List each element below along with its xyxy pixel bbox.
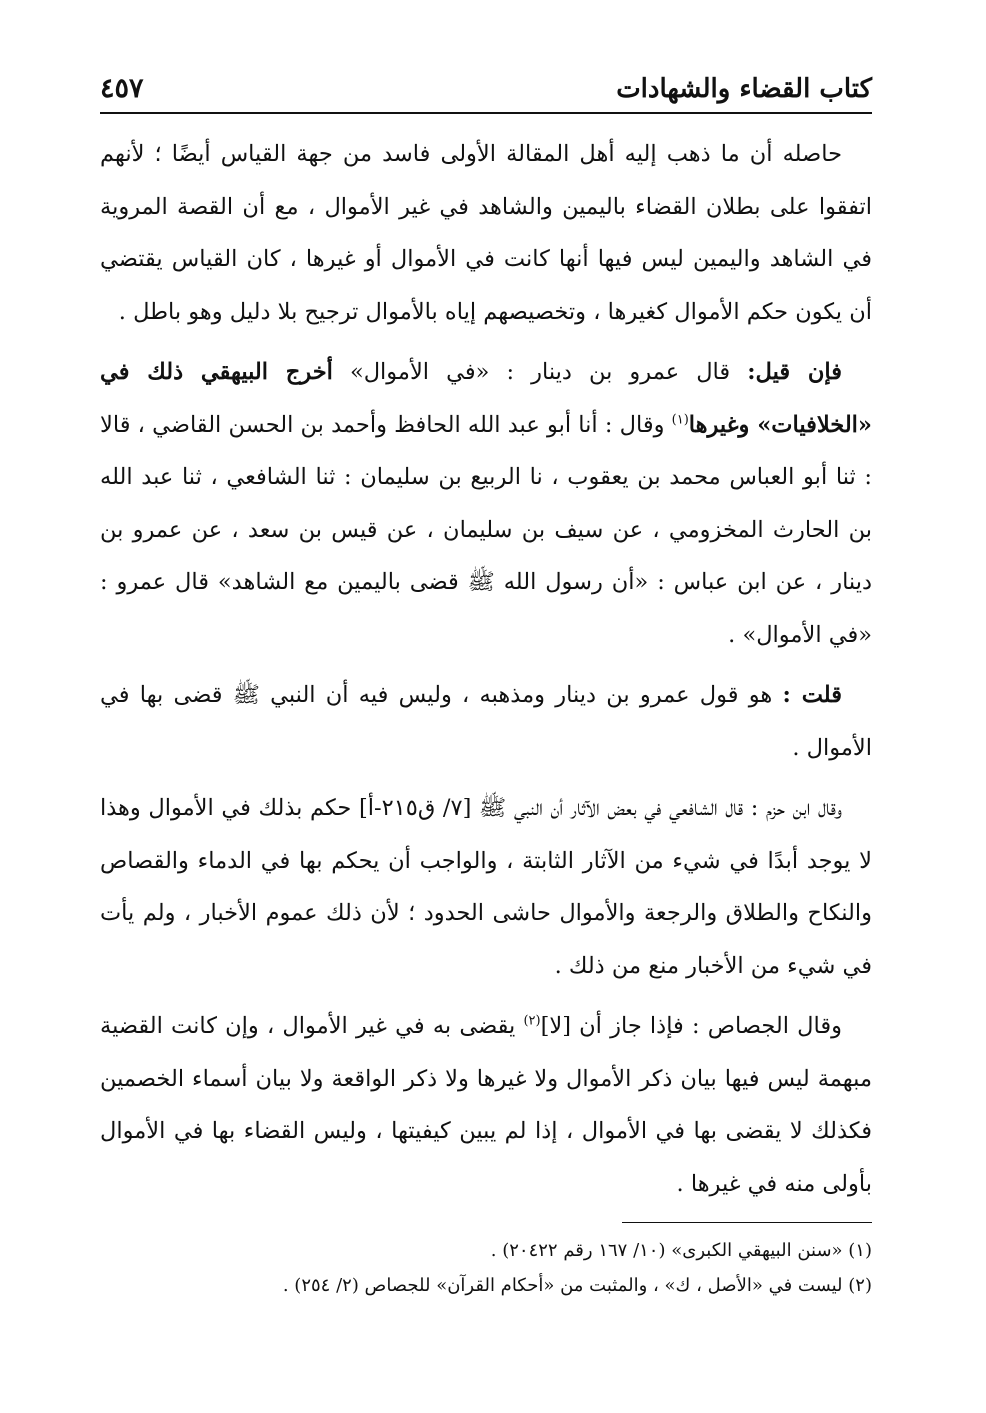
question-lead: فإن قيل: [747, 359, 842, 385]
page-number: ٤٥٧ [100, 73, 144, 104]
footnote-divider [622, 1222, 872, 1223]
paragraph: وقال ابن حزم : قال الشافعي في بعض الآثار أن النبي ﷺ [٧/ ق٢١٥-أ] حكم بذلك في الأموال وهذا لا يوجد أبدًا في شيء من الآثار الثابتة ، والواجب أن يحكم بها في الدماء والقصاص والنكاح والطلاق والرجعة والأموال حاشى الحدود ؛ لأن ذلك عموم الأخبار ، ولم يأت في شيء من الأخبار منع من ذلك . [100, 795, 872, 979]
paragraph-text: يقضى به في غير الأموال ، وإن كانت القضية مبهمة ليس فيها بيان ذكر الأموال ولا غيرها ولا ذكر الواقعة ولا بيان أسماء الخصمين فكذلك لا يقضى بها في الأموال ، إذا لم يبين كيفيتها ، وليس القضاء بها في الأموال بأولى منه في غيرها . [100, 1013, 872, 1197]
source-citation: أخرج البيهقي ذلك في «الخلافيات» وغيرها [100, 359, 872, 438]
paragraph: حاصله أن ما ذهب إليه أهل المقالة الأولى فاسد من جهة القياس أيضًا ؛ لأنهم اتفقوا على بطلان القضاء باليمين والشاهد في غير الأموال ، مع أن القصة المروية في الشاهد واليمين ليس فيها أنها كانت في الأموال أو غيرها ، كان القياس يقتضي أن يكون حكم الأموال كغيرها ، وتخصيصهم إياه بالأموال ترجيح بلا دليل وهو باطل . [100, 141, 872, 325]
paragraph-text: وقال : أنا أبو عبد الله الحافظ وأحمد بن الحسن القاضي ، قالا : ثنا أبو العباس محمد بن يعقوب ، نا الربيع بن سليمان : ثنا الشافعي ، ثنا عبد الله بن الحارث المخزومي ، عن سيف بن سليمان ، عن قيس بن سعد ، عن عمرو بن دينار ، عن ابن عباس : «أن رسول الله ﷺ قضى باليمين مع الشاهد» قال عمرو : «في الأموال» . [100, 411, 872, 648]
paragraph-text: قال عمرو بن دينار : «في الأموال» [332, 359, 748, 385]
paragraph-text: هو قول عمرو بن دينار ومذهبه ، وليس فيه أن النبي ﷺ قضى بها في الأموال . [100, 682, 872, 761]
paragraph [100, 669, 872, 774]
page-header [100, 62, 872, 114]
main-text [100, 128, 872, 1210]
paragraph-text: وقال الجصاص : فإذا جاز أن [لا] [540, 1013, 842, 1039]
answer-lead: قلت : [782, 682, 842, 708]
book-page [100, 62, 872, 1303]
footnotes [100, 1233, 872, 1303]
running-title: كتاب القضاء والشهادات [616, 74, 872, 104]
paragraph [100, 1000, 872, 1210]
footnote: (٢) ليست في «الأصل ، ك» ، والمثبت من «أحكام القرآن» للجصاص (٢/ ٢٥٤) . [282, 1275, 872, 1296]
paragraph [100, 346, 872, 661]
footnote: (١) «سنن البيهقي الكبرى» (١٠/ ١٦٧ رقم ٢٠٤٢٢) . [490, 1240, 872, 1261]
footnote-reference[interactable]: (٢) [523, 1013, 541, 1029]
footnote-reference[interactable]: (١) [671, 412, 689, 427]
